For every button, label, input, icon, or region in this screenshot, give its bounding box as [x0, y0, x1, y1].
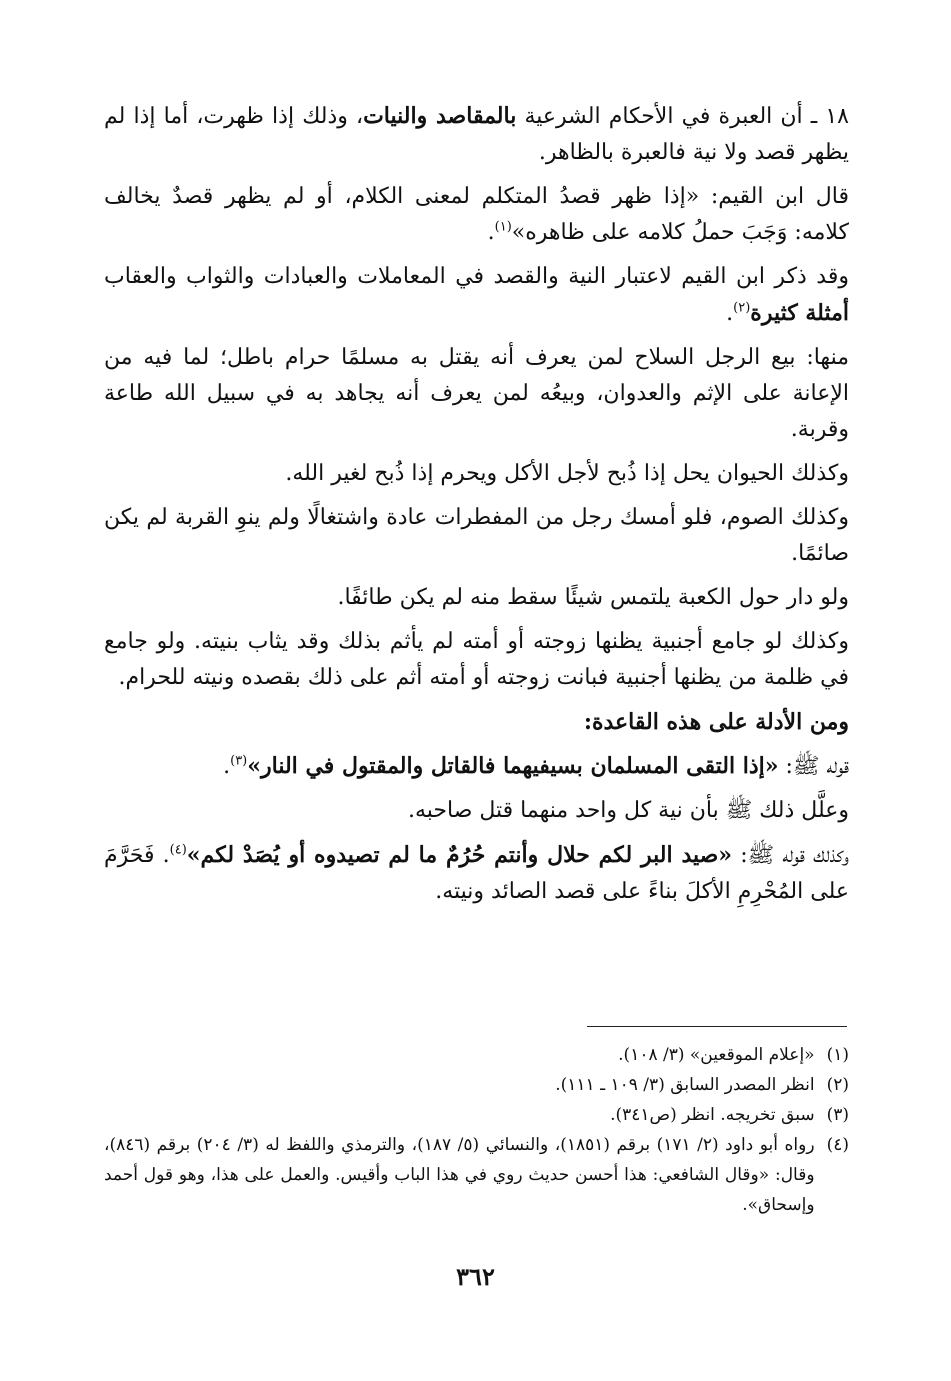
footnote-number: (٤)	[826, 1135, 849, 1155]
footnote-number: (١)	[826, 1045, 849, 1065]
paragraph-reasoning: وعلَّل ذلك ﷺ بأن نية كل واحد منهما قتل صاحبه.	[407, 798, 849, 823]
footnote-number: (٣)	[826, 1105, 849, 1125]
paragraph-rule-18: ١٨ ـ أن العبرة في الأحكام الشرعية بالمقاصد والنيات، وذلك إذا ظهرت، أما إذا لم يظهر قصد ولا نية فالعبرة بالظاهر.	[104, 103, 849, 165]
footnote-ref-1[interactable]: (١)	[494, 219, 512, 235]
footnotes	[104, 1040, 849, 1220]
evidence-heading: ومن الأدلة على هذه القاعدة:	[583, 709, 849, 735]
paragraph-hadith-game: وكذلك قوله ﷺ: «صيد البر لكم حلال وأنتم حُرُمٌ ما لم تصيدوه أو يُصَدْ لكم»$^{(٤)}$. فَحَرَّمَ على المُحْرِمِ الأكلَ بناءً على قصد الصائد ونيته.	[104, 842, 850, 904]
paragraph-examples-intro: وقد ذكر ابن القيم لاعتبار النية والقصد في المعاملات والعبادات والثواب والعقاب أمثلة كثيرة$^{(٢)}$.	[104, 264, 849, 326]
paragraph-hadith-two-muslims: قوله ﷺ: «إذا التقى المسلمان بسيفيهما فالقاتل والمقتول في النار»$^{(٣)}$.	[223, 753, 849, 779]
footnote-2	[104, 1070, 849, 1100]
footnote-text: سبق تخريجه. انظر (ص٣٤١).	[610, 1105, 815, 1125]
bold-term: بالمقاصد والنيات	[363, 103, 517, 129]
paragraph-fasting: وكذلك الصوم، فلو أمسك رجل من المفطرات عادة واشتغالًا ولم ينوِ القربة لم يكن صائمًا.	[104, 505, 849, 566]
hadith-text: «إذا التقى المسلمان بسيفيهما فالقاتل والمقتول في النار»	[247, 753, 779, 779]
paragraph-slaughter: وكذلك الحيوان يحل إذا ذُبح لأجل الأكل ويحرم إذا ذُبح لغير الله.	[285, 461, 849, 486]
main-text	[104, 98, 849, 910]
paragraph-tawaf: ولو دار حول الكعبة يلتمس شيئًا سقط منه لم يكن طائفًا.	[337, 585, 849, 610]
footnote-separator	[587, 1026, 847, 1027]
page-number: ٣٦٢	[456, 1262, 495, 1291]
footnote-text: «إعلام الموقعين» (٣/ ١٠٨).	[618, 1045, 815, 1065]
bold-term: أمثلة كثيرة	[750, 300, 849, 326]
paragraph-ibn-qayyim-quote: قال ابن القيم: «إذا ظهر قصدُ المتكلم لمعنى الكلام، أو لم يظهر قصدٌ يخالف كلامه: وَجَبَ حملُ كلامه على ظاهره»$^{(١)}$.	[104, 184, 849, 245]
footnote-3	[104, 1100, 849, 1130]
footnote-1	[104, 1040, 849, 1070]
footnote-number: (٢)	[826, 1075, 849, 1095]
footnote-ref-4[interactable]: (٤)	[169, 842, 187, 858]
footnote-ref-2[interactable]: (٢)	[733, 300, 751, 316]
hadith-text: «صيد البر لكم حلال وأنتم حُرُمٌ ما لم تصيدوه أو يُصَدْ لكم»	[186, 842, 733, 868]
paragraph-intercourse: وكذلك لو جامع أجنبية يظنها زوجته أو أمته لم يأثم بذلك وقد يثاب بنيته. ولو جامع في ظلمة من يظنها أجنبية فبانت زوجته أو أمته أثم على ذلك بقصده ونيته للحرام.	[104, 629, 849, 690]
paragraph-weapon-sale: منها: بيع الرجل السلاح لمن يعرف أنه يقتل به مسلمًا حرام باطل؛ لما فيه من الإعانة على الإثم والعدوان، وبيعُه لمن يعرف أنه يجاهد به في سبيل الله طاعة وقربة.	[104, 345, 849, 442]
footnote-text: رواه أبو داود (٢/ ١٧١) برقم (١٨٥١)، والنسائي (٥/ ١٨٧)، والترمذي واللفظ له (٣/ ٢٠٤) برقم (٨٤٦)، وقال: «وقال الشافعي: هذا أحسن حديث روي في هذا الباب وأقيس. والعمل على هذا، وهو قول أحمد وإسحاق».	[104, 1135, 815, 1215]
footnote-text: انظر المصدر السابق (٣/ ١٠٩ ـ ١١١).	[555, 1075, 815, 1095]
footnote-4	[104, 1130, 849, 1220]
footnote-ref-3[interactable]: (٣)	[230, 753, 248, 769]
